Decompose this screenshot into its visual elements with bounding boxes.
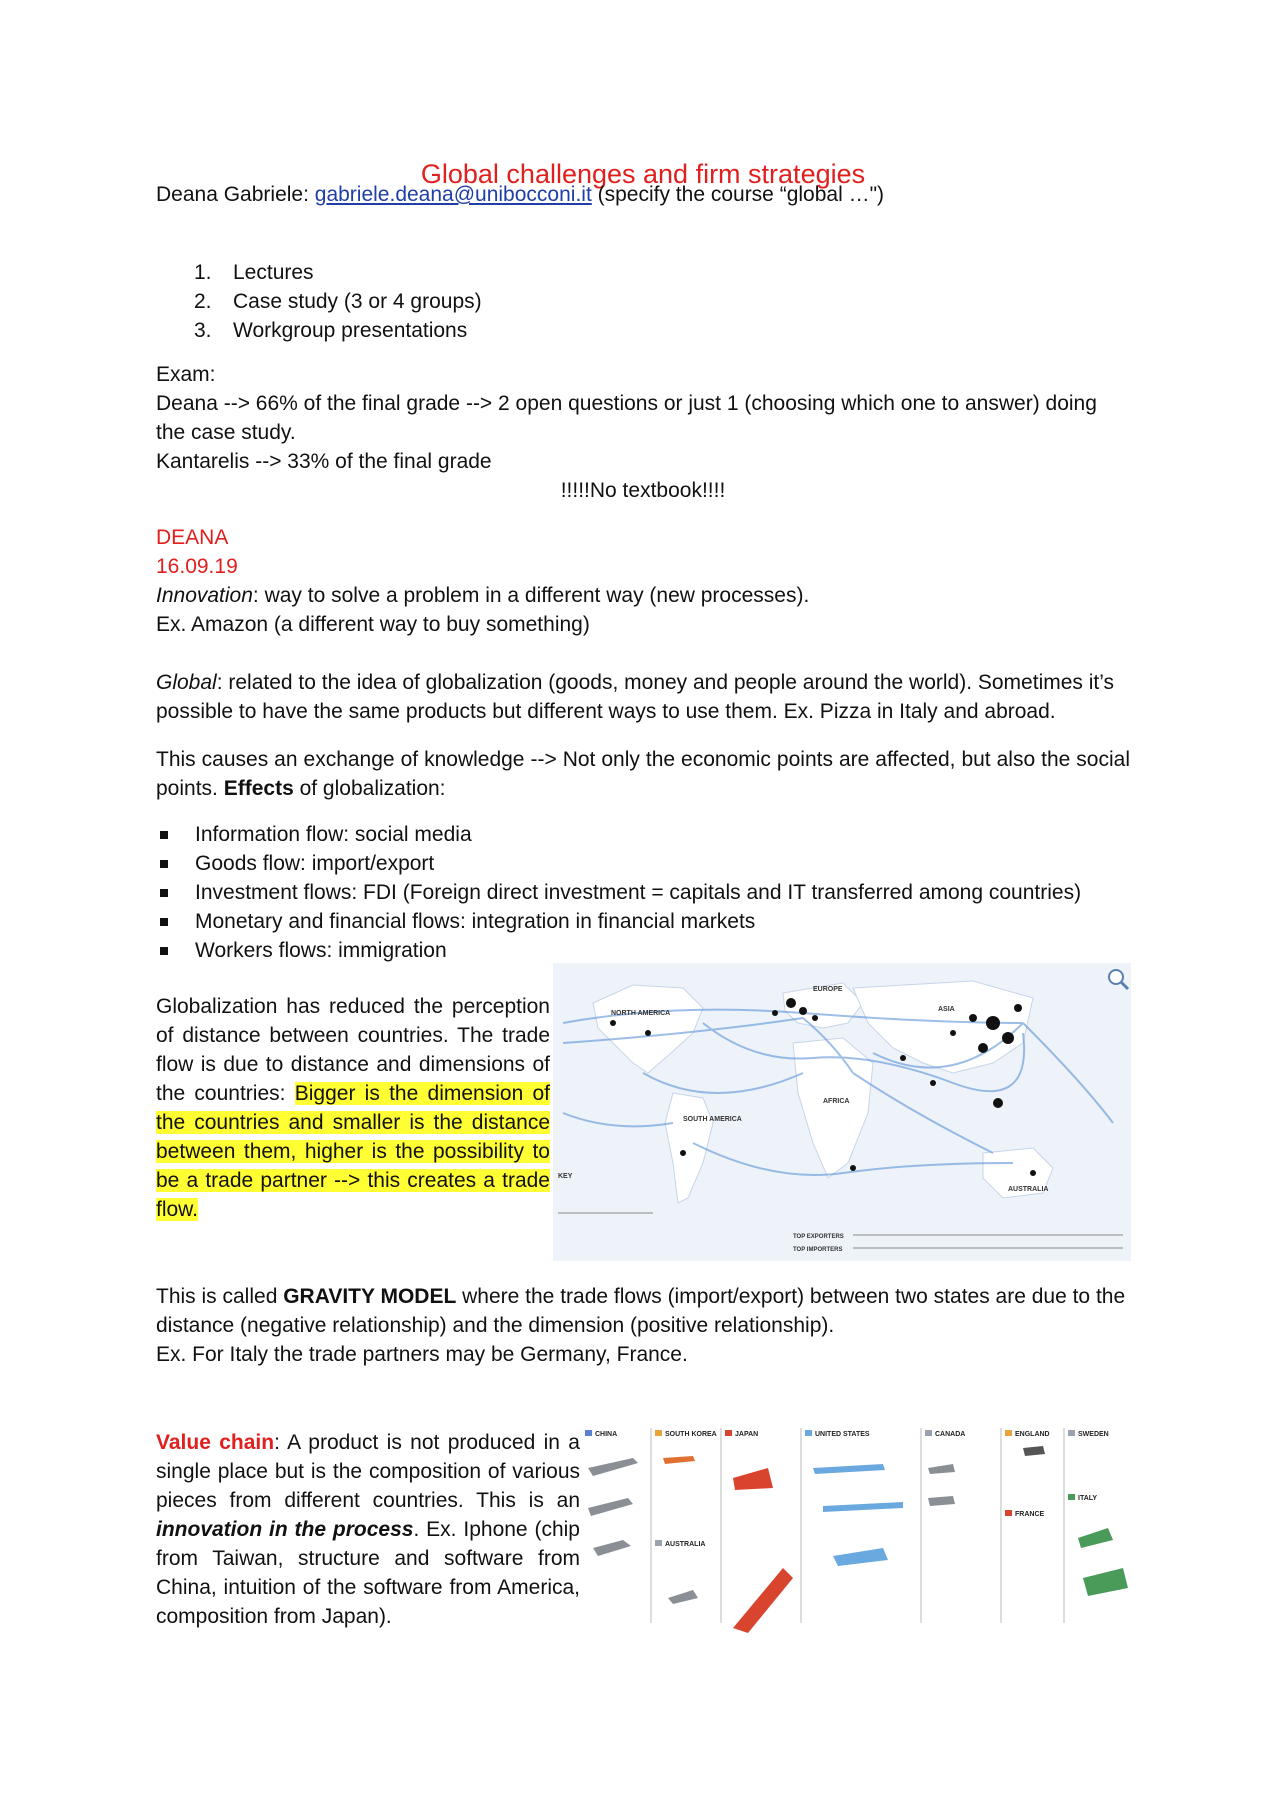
map-region-label: SOUTH AMERICA [683,1116,742,1123]
list-item [156,907,1081,936]
global-definition [156,668,1130,726]
map-region-label: ASIA [938,1006,955,1013]
contact-suffix: (specify the course “global …") [591,183,885,206]
shipping-map [553,963,1131,1261]
list-item [156,316,482,345]
vc-country-label: AUSTRALIA [665,1541,706,1548]
exam-label: Exam: [156,363,216,386]
map-footer-label: TOP IMPORTERS [793,1247,843,1253]
vc-country-label: SOUTH KOREA [665,1431,717,1438]
map-footer-label: TOP EXPORTERS [793,1234,844,1240]
list-text: Goods flow: import/export [195,852,435,875]
section-heading: DEANA [156,526,229,549]
vc-country-label: ENGLAND [1015,1431,1050,1438]
list-text: Information flow: social media [195,823,472,846]
list-item [156,936,1081,965]
highlighted-text: Bigger is the dimension of the countries and smaller is the distance between them, higher is the possibility to be a trade partner --> this creates a trade flow. [156,1082,551,1221]
shipping-map-figure [553,963,1131,1261]
list-text: Workers flows: immigration [195,939,447,962]
list-item [156,258,482,287]
map-key-label: KEY [558,1173,573,1180]
map-region-label: AFRICA [823,1098,850,1105]
list-item [156,820,1081,849]
section-date: 16.09.19 [156,555,238,578]
value-chain-term: Value chain [156,1431,275,1454]
contact-line [156,180,1130,209]
value-chain-pre: : A product is not produced in a single place but is the composition of various pieces from different countries. This is an [156,1431,580,1512]
list-item [156,878,1081,907]
list-item [156,849,1081,878]
gravity-example: Ex. For Italy the trade partners may be Germany, France. [156,1343,688,1366]
vc-country-label: SWEDEN [1078,1431,1109,1438]
gravity-model-bold: GRAVITY MODEL [283,1285,457,1308]
map-region-label: EUROPE [813,986,843,993]
list-number: 2. [194,290,212,313]
list-text: Investment flows: FDI (Foreign direct investment = capitals and IT transferred among countries) [195,881,1082,904]
innovation-example: Ex. Amazon (a different way to buy something) [156,613,590,636]
effects-bold: Effects [223,777,294,800]
list-text: Workgroup presentations [233,319,468,342]
list-text: Monetary and financial flows: integration in financial markets [195,910,756,933]
global-def-text: : related to the idea of globalization (goods, money and people around the world). Sometimes it’s possible to have the same products but different ways to use them. Ex. Pizza in Italy and abroad. [156,671,1115,723]
course-parts-list [156,258,482,345]
map-region-label: NORTH AMERICA [611,1010,671,1017]
value-chain-chart [583,1428,1131,1646]
exchange-end: of globalization: [293,777,446,800]
global-term: Global [156,671,217,694]
list-number: 3. [194,319,212,342]
vc-country-label: CHINA [595,1431,618,1438]
gravity-post: where the trade flows (import/export) between two states are due to the distance (negative relationship) and the dimension (positive relationship). [156,1285,1126,1337]
page-title: Global challenges and firm strategies [420,159,866,189]
effects-list [156,820,1081,965]
vc-country-label: CANADA [935,1431,966,1438]
no-textbook-note: !!!!!No textbook!!!! [560,479,726,502]
contact-prefix: Deana Gabriele: [156,183,315,206]
value-chain-post: . Ex. Iphone (chip from Taiwan, structure and software from China, intuition of the software from America, composition from Japan). [156,1518,580,1628]
exam-line-1: Deana --> 66% of the final grade --> 2 open questions or just 1 (choosing which one to answer) doing [156,392,1097,415]
innovation-process-bold: innovation in the process [156,1518,414,1541]
value-chain-figure [583,1428,1131,1646]
exchange-paragraph [156,745,1130,803]
gravity-pre: This is called [156,1285,284,1308]
exam-line-2: the case study. [156,421,296,444]
list-text: Lectures [233,261,314,284]
vc-country-label: ITALY [1078,1495,1098,1502]
innovation-def-text: : way to solve a problem in a different way (new processes). [252,584,810,607]
value-chain-paragraph [156,1428,580,1631]
gravity-paragraph [156,1282,1130,1340]
vc-country-label: UNITED STATES [815,1431,870,1438]
distance-text: Globalization has reduced the perception of distance between countries. The trade flow is due to distance and dimensions of the countries: [156,995,550,1105]
vc-country-label: JAPAN [735,1431,759,1438]
exchange-text: This causes an exchange of knowledge --> Not only the economic points are affected, but also the social points. [156,748,1130,800]
map-region-label: AUSTRALIA [1008,1186,1049,1193]
innovation-term: Innovation [156,584,253,607]
distance-paragraph [156,992,550,1224]
exam-line-3: Kantarelis --> 33% of the final grade [156,450,492,473]
innovation-definition [156,581,1130,610]
list-number: 1. [194,261,212,284]
vc-country-label: FRANCE [1015,1511,1045,1518]
list-item [156,287,482,316]
list-text: Case study (3 or 4 groups) [233,290,482,313]
email-link[interactable]: gabriele.deana@unibocconi.it [314,183,592,206]
